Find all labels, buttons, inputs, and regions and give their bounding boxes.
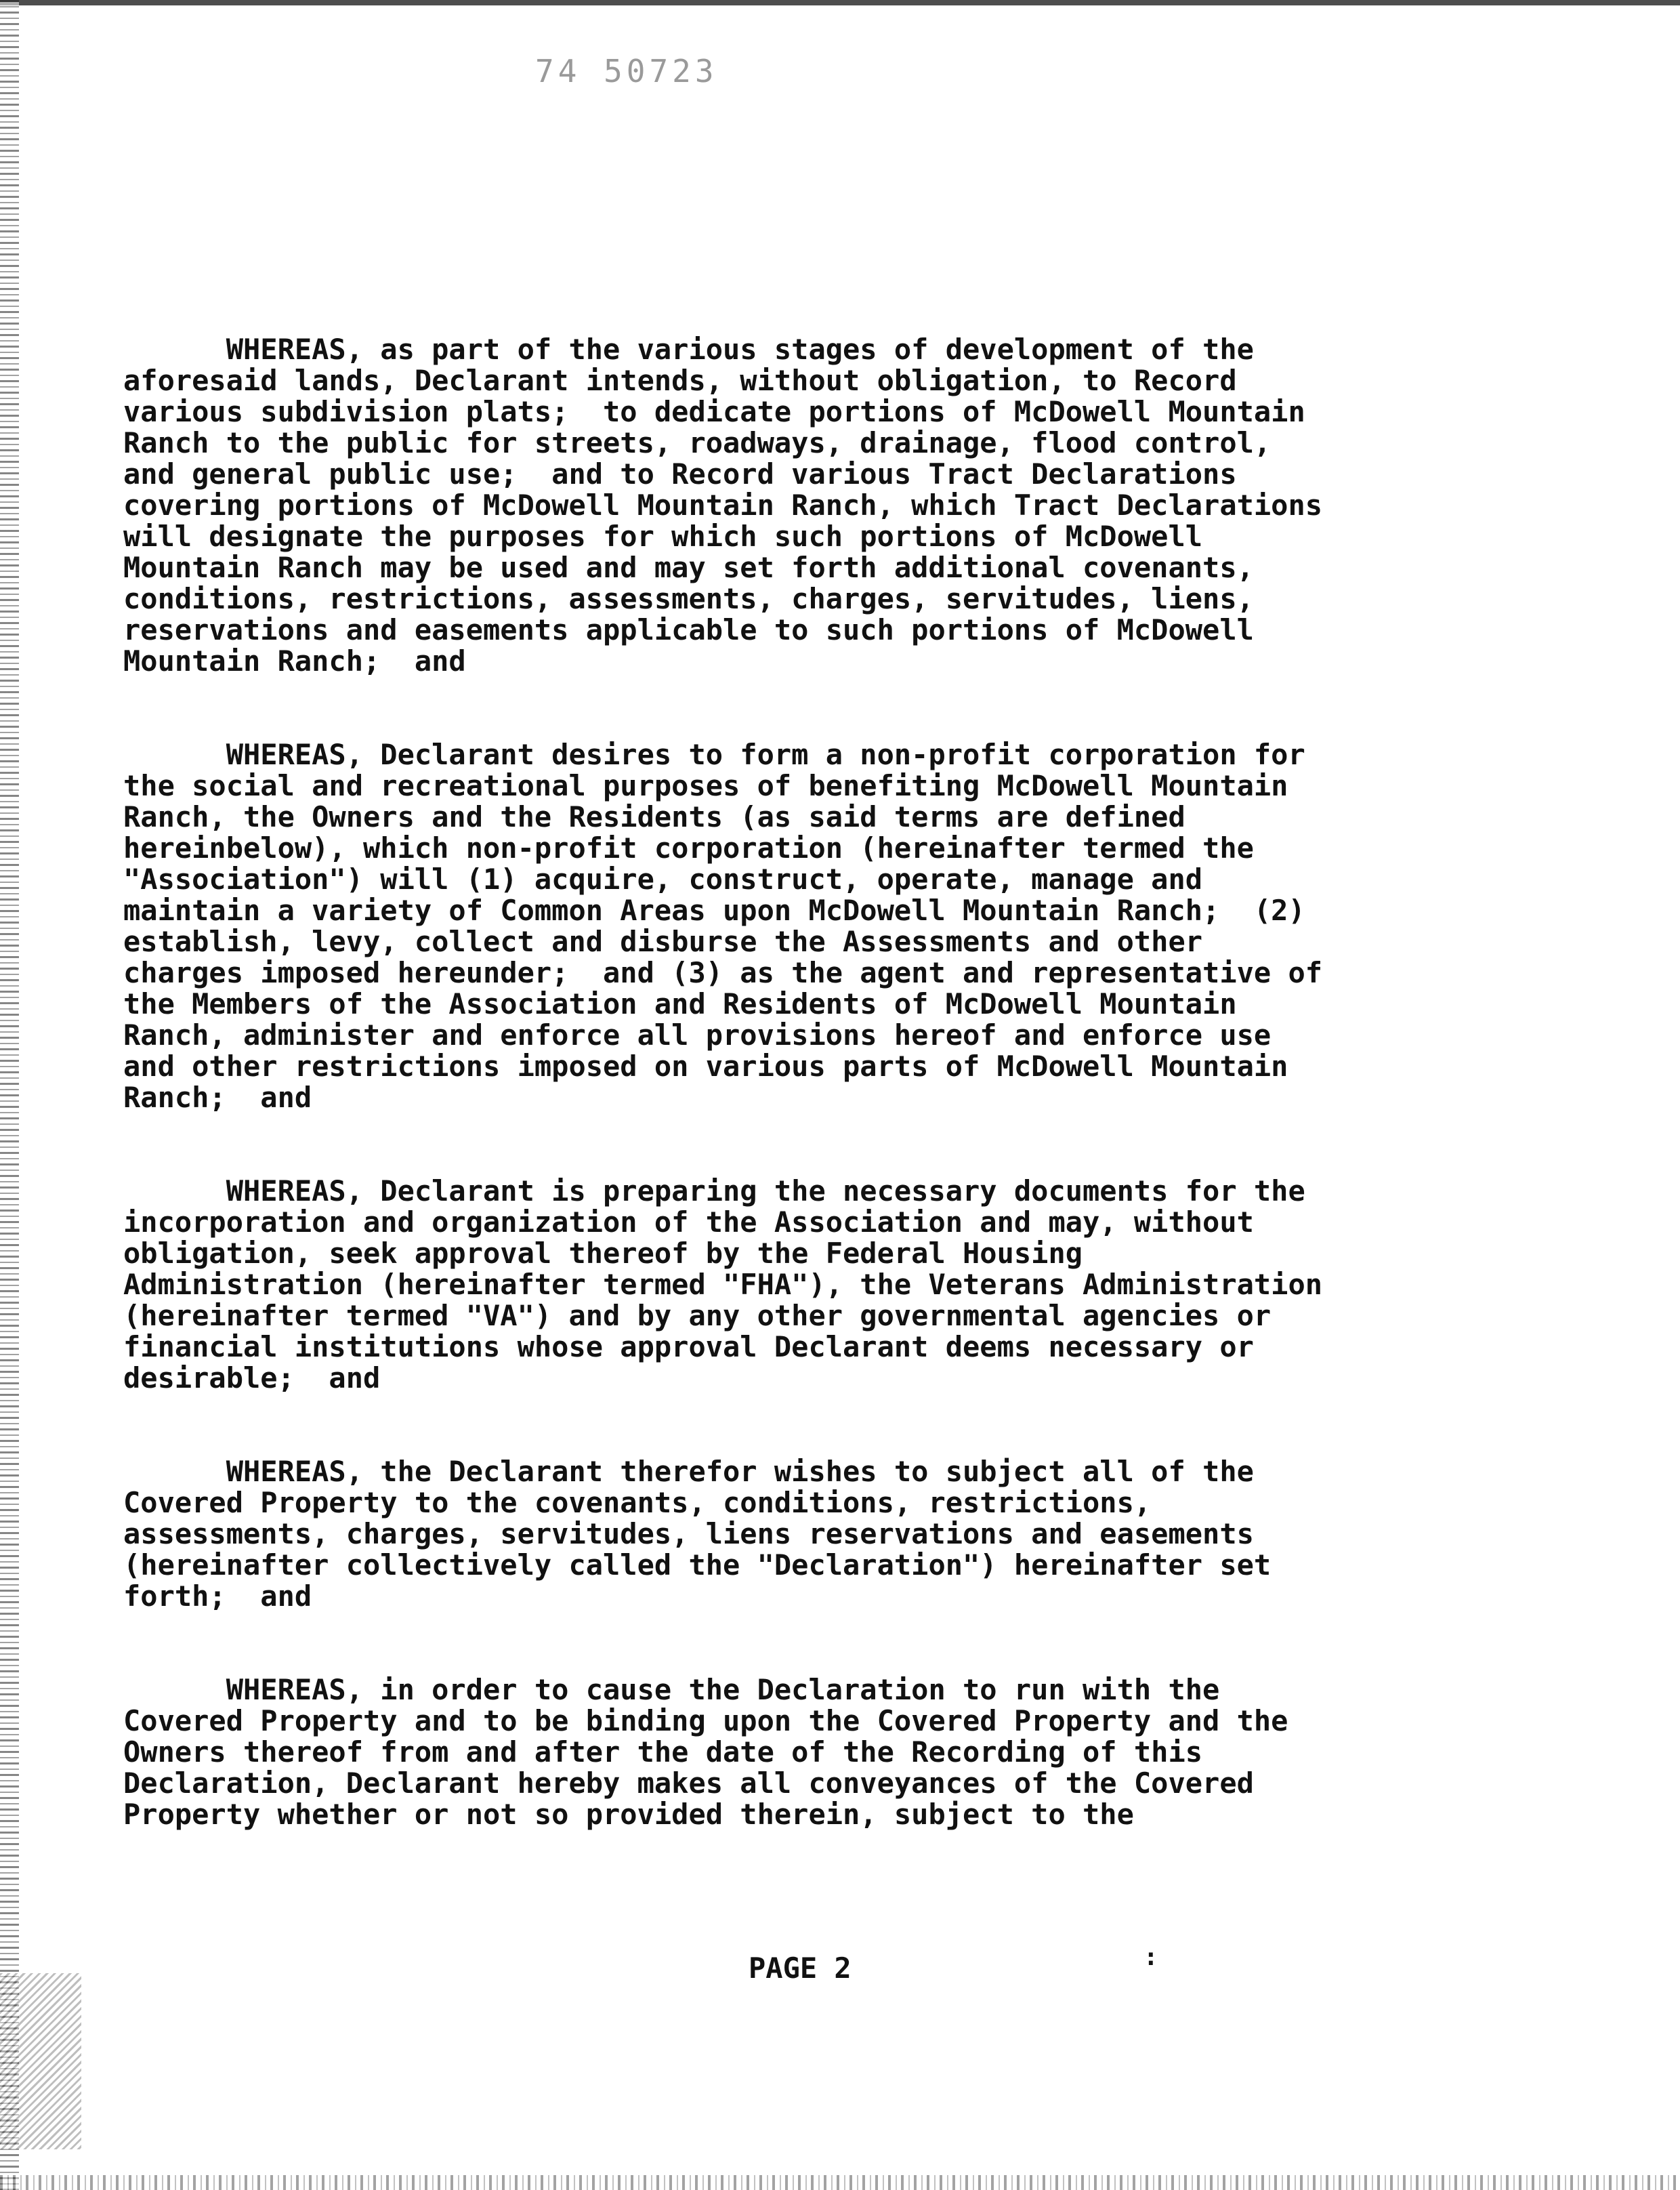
whereas-paragraph-3: WHEREAS, Declarant is preparing the necessary documents for the incorporation and organization of the Association and may, without obligation, seek approval thereof by the Federal Housing Administration (hereinafter termed "FHA"), the Veterans Administration (hereinafter termed "VA") and by any other governmental agencies or financial institutions whose approval Declarant deems necessary or desirable; and — [123, 1174, 1323, 1394]
whereas-paragraph-2: WHEREAS, Declarant desires to form a non-profit corporation for the social and recreational purposes of benefiting McDowell Mountain Ranch, the Owners and the Residents (as said terms are defined hereinbelow), which non-profit corporation (hereinafter termed the "Association") will (1) acquire, construct, operate, manage and maintain a variety of Common Areas upon McDowell Mountain Ranch; (2) establish, levy, collect and disburse the Assessments and other charges imposed hereunder; and (3) as the agent and representative of the Members of the Association and Residents of McDowell Mountain Ranch, administer and enforce all provisions hereof and enforce use and other restrictions imposed on various parts of McDowell Mountain Ranch; and — [123, 738, 1323, 1114]
document-body — [123, 334, 1532, 1893]
whereas-paragraph-4: WHEREAS, the Declarant therefor wishes to subject all of the Covered Property to the covenants, conditions, restrictions, assessments, charges, servitudes, liens reservations and easements (hereinafter collectively called the "Declaration") hereinafter set forth; and — [123, 1455, 1272, 1613]
scan-edge-left — [0, 0, 19, 2190]
page-number: PAGE 2 — [749, 1951, 852, 1985]
scan-edge-top — [0, 0, 1680, 5]
stray-mark: : — [1143, 1943, 1158, 1971]
scan-noise — [0, 1973, 81, 2149]
whereas-paragraph-5: WHEREAS, in order to cause the Declaration to run with the Covered Property and to be binding upon the Covered Property and the Owners thereof from and after the date of the Recording of this Declaration, Declarant hereby makes all conveyances of the Covered Property whether or not so provided therein, subject to the — [123, 1673, 1288, 1831]
whereas-paragraph-1: WHEREAS, as part of the various stages of development of the aforesaid lands, Declarant intends, without obligation, to Record various subdivision plats; to dedicate portions of McDowell Mountain Ranch to the public for streets, roadways, drainage, flood control, and general public use; and to Record various Tract Declarations covering portions of McDowell Mountain Ranch, which Tract Declarations will designate the purposes for which such portions of McDowell Mountain Ranch may be used and may set forth additional covenants, conditions, restrictions, assessments, charges, servitudes, liens, reservations and easements applicable to such portions of McDowell Mountain Ranch; and — [123, 333, 1323, 678]
document-stamp: 74 50723 — [535, 53, 718, 89]
scan-edge-bottom — [0, 2175, 1680, 2190]
